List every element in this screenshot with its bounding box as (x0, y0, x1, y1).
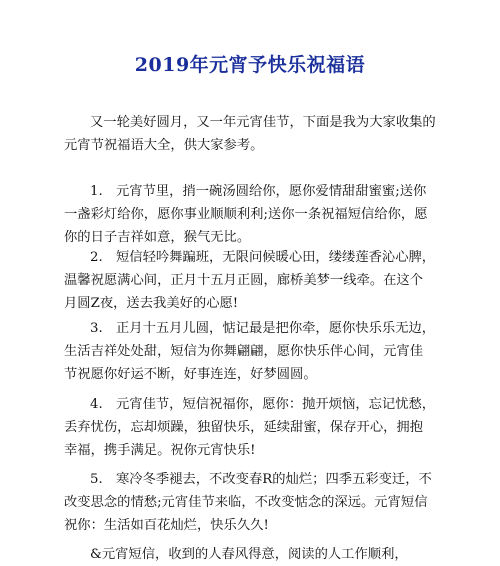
paragraph-4: 4. 元宵佳节，短信祝福你，愿你：抛开烦恼，忘记忧愁，丢弃忧伤，忘却烦躁，独留快乐，延续甜蜜，保存开心，拥抱幸福，携手满足。祝你元宵快乐! (64, 397, 436, 458)
paragraph-2: 2. 短信轻吟舞蹁班，无限问候暖心田，缕缕莲香沁心脾，温馨祝愿满心间，正月十五月正圆，廊桥美梦一线牵。在这个月圆Z夜，送去我美好的心愿! (64, 250, 436, 311)
paragraph-1: 1. 元宵节里，捎一碗汤圆给你，愿你爱情甜甜蜜蜜;送你一盏彩灯给你，愿你事业顺顺利利;送你一条祝福短信给你，愿你的日子吉祥如意，猴气无比。 (64, 184, 428, 245)
paragraph-3: 3. 正月十五月儿圆，惦记最是把你牵，愿你快乐乐无边，生活吉祥处处甜，短信为你舞翩翩，愿你快乐伴心间，元宵佳节祝愿你好运不断，好事连连，好梦圆圆。 (64, 321, 436, 382)
document-title: 2019年元宵予快乐祝福语 (134, 54, 366, 76)
paragraph-intro: 又一轮美好圆月，又一年元宵佳节，下面是我为大家收集的元宵节祝福语大全，供大家参考。 (64, 115, 436, 153)
paragraph-5: 5. 寒冷冬季褪去，不改变春R的灿烂；四季五彩变迁，不改变思念的情愁;元宵佳节来临，不改变惦念的深远。元宵短信祝你：生活如百花灿烂，快乐久久! (64, 472, 432, 533)
paragraph-6: &元宵短信，收到的人春风得意，阅读的人工作顺利， (90, 547, 408, 562)
